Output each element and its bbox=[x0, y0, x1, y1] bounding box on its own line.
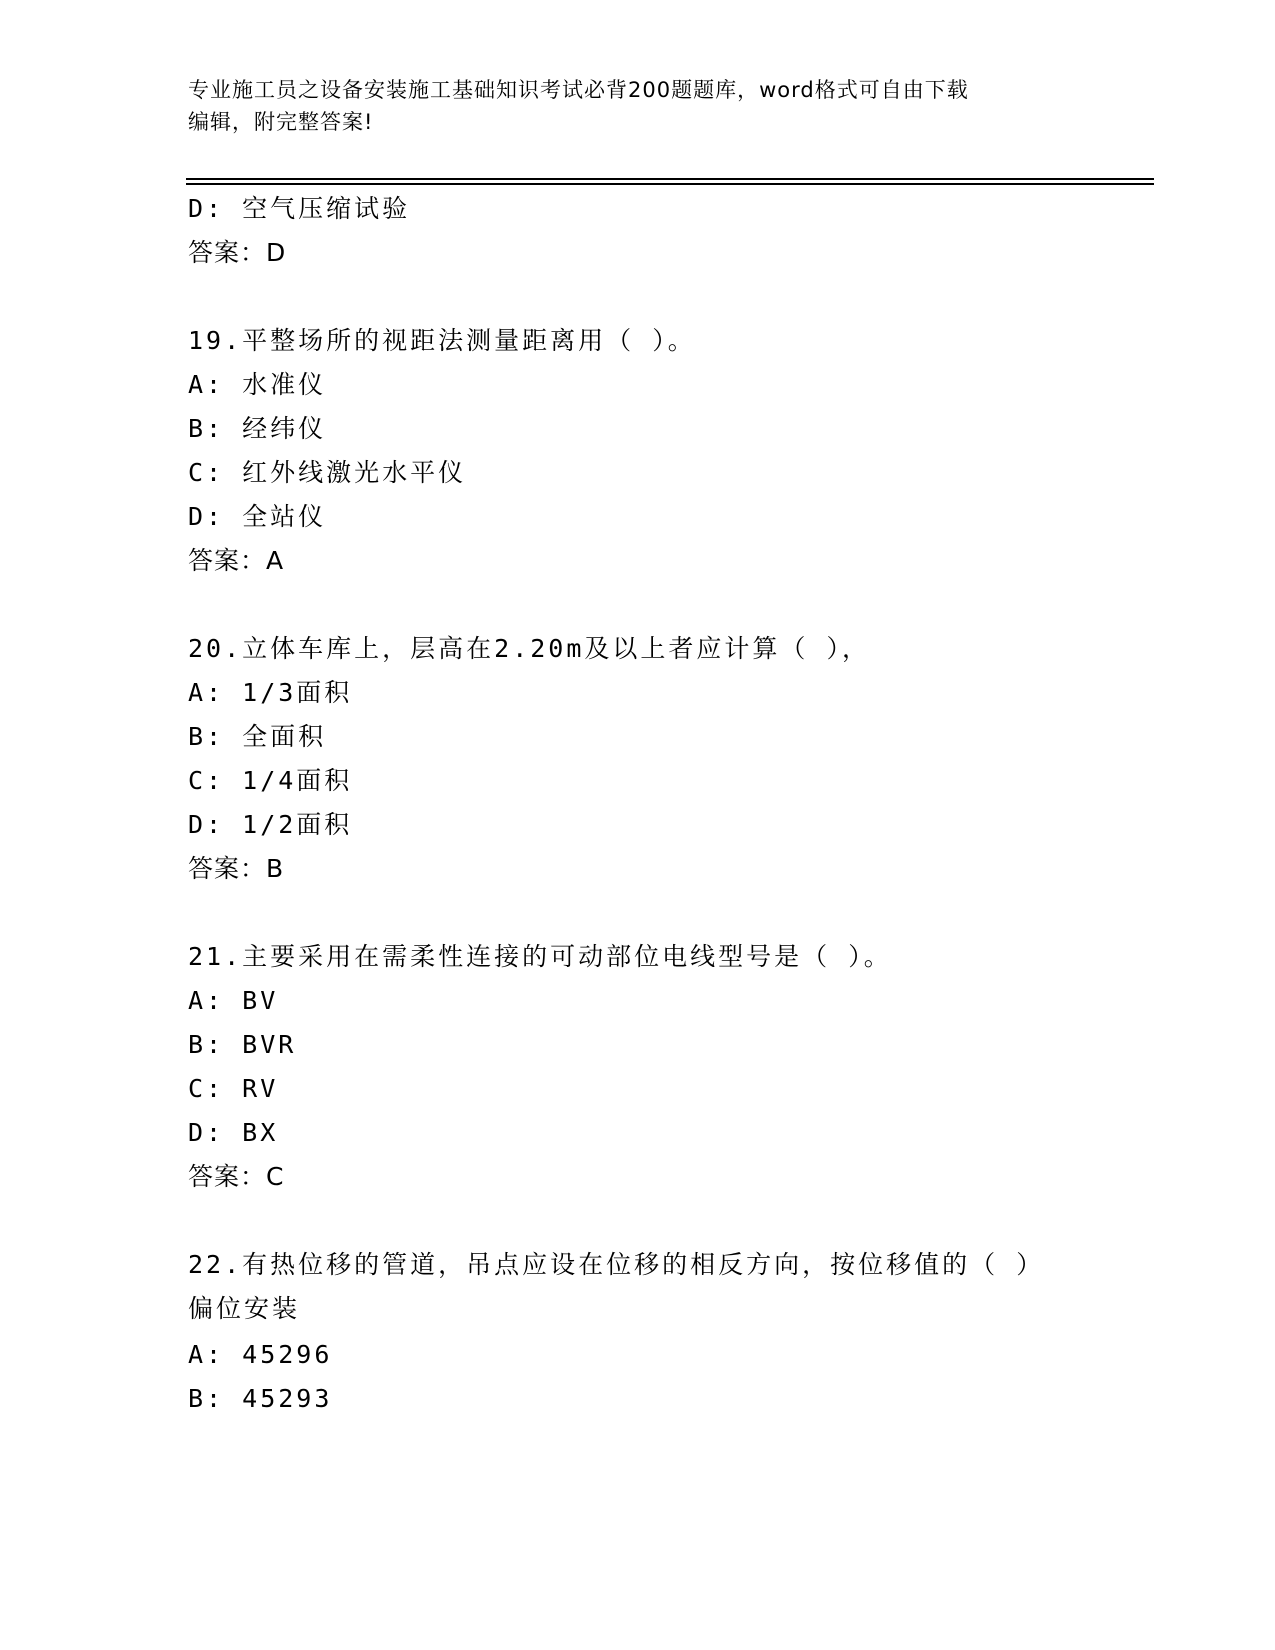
question-21-option-c: C: RV bbox=[188, 1074, 279, 1103]
document-header bbox=[188, 74, 1088, 138]
header-divider-bottom bbox=[186, 183, 1154, 185]
question-19-option-a: A: 水准仪 bbox=[188, 370, 327, 399]
question-20-option-b: B: 全面积 bbox=[188, 722, 327, 751]
question-19-option-b: B: 经纬仪 bbox=[188, 414, 327, 443]
header-title-line-2: 编辑，附完整答案! bbox=[188, 110, 374, 134]
prev-question-answer: 答案：D bbox=[188, 238, 287, 267]
header-title-line-1: 专业施工员之设备安装施工基础知识考试必背200题题库，word格式可自由下载 bbox=[188, 78, 969, 102]
question-20-answer: 答案：B bbox=[188, 854, 285, 883]
question-19-answer: 答案：A bbox=[188, 546, 285, 575]
prev-question-option-d: D: 空气压缩试验 bbox=[188, 194, 411, 223]
header-divider-top bbox=[186, 178, 1154, 180]
question-22-text-line-2: 偏位安装 bbox=[188, 1294, 301, 1323]
question-21-text: 21.主要采用在需柔性连接的可动部位电线型号是（ ）。 bbox=[188, 942, 892, 971]
question-22-option-a: A: 45296 bbox=[188, 1340, 333, 1369]
question-22-text-line-1: 22.有热位移的管道，吊点应设在位移的相反方向，按位移值的（ ） bbox=[188, 1250, 1045, 1279]
question-20-option-d: D: 1/2面积 bbox=[188, 810, 353, 839]
question-22-option-b: B: 45293 bbox=[188, 1384, 333, 1413]
question-19-text: 19.平整场所的视距法测量距离用（ ）。 bbox=[188, 326, 696, 355]
question-19-option-c: C: 红外线激光水平仪 bbox=[188, 458, 467, 487]
question-20-option-c: C: 1/4面积 bbox=[188, 766, 353, 795]
question-21-option-b: B: BVR bbox=[188, 1030, 297, 1059]
question-20-text: 20.立体车库上，层高在2.20m及以上者应计算（ ）， bbox=[188, 634, 870, 663]
question-21-option-d: D: BX bbox=[188, 1118, 279, 1147]
question-21-answer: 答案：C bbox=[188, 1162, 285, 1191]
question-21-option-a: A: BV bbox=[188, 986, 279, 1015]
question-19-option-d: D: 全站仪 bbox=[188, 502, 327, 531]
question-20-option-a: A: 1/3面积 bbox=[188, 678, 353, 707]
